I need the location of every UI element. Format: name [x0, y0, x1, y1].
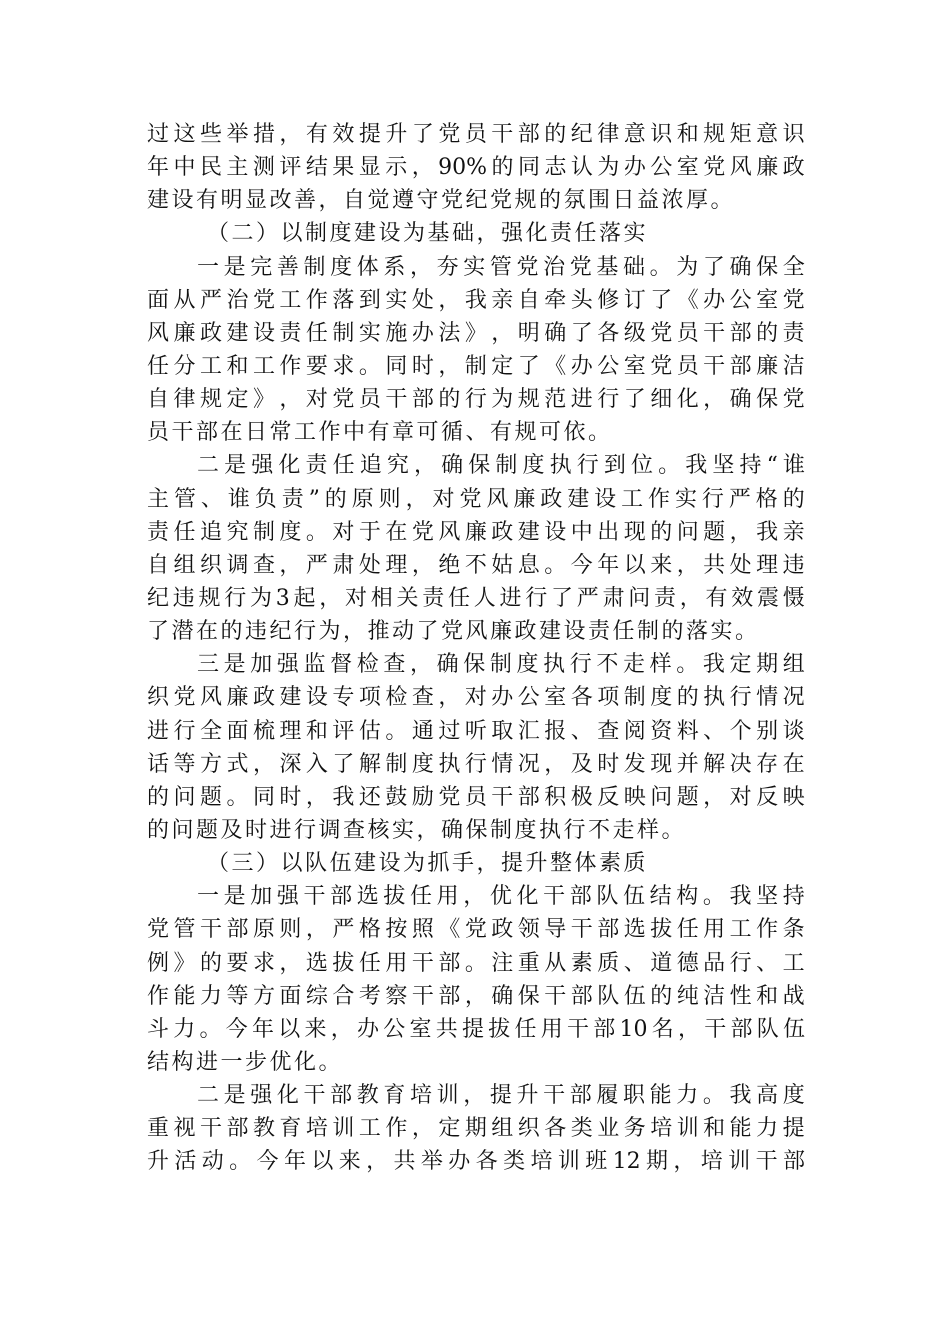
- paragraph-line: 建设有明显改善，自觉遵守党纪党规的氛围日益浓厚。: [147, 188, 736, 214]
- paragraph-line: 党 管 干 部 原 则 ， 严 格 按 照 《 党 政 领 导 干 部 选 拔 任 用 工 作 条: [147, 917, 805, 943]
- paragraph-line: 一 是 加 强 干 部 选 拔 任 用 ， 优 化 干 部 队 伍 结 构 。 我 坚 持: [197, 884, 805, 910]
- paragraph-line: 任 分 工 和 工 作 要 求 。 同 时 ， 制 定 了 《 办 公 室 党 员 干 部 廉 洁: [147, 353, 805, 379]
- paragraph-line: 的 问 题 。 同 时 ， 我 还 鼓 励 党 员 干 部 积 极 反 映 问 题 ， 对 反 映: [147, 784, 805, 810]
- paragraph-line: 重 视 干 部 教 育 培 训 工 作 ， 定 期 组 织 各 类 业 务 培 训 和 能 力 提: [147, 1116, 805, 1142]
- paragraph-line: 员干部在日常工作中有章可循、有规可依。: [147, 420, 613, 446]
- paragraph-line: 二 是 强 化 干 部 教 育 培 训 ， 提 升 干 部 履 职 能 力 。 我 高 度: [197, 1083, 805, 1109]
- paragraph-line: 结构进一步优化。: [147, 1049, 344, 1075]
- paragraph-line: 风 廉 政 建 设 责 任 制 实 施 办 法 》 ， 明 确 了 各 级 党 员 干 部 的 责: [147, 320, 805, 346]
- document-body: [147, 118, 805, 1179]
- paragraph-line: 二 是 强 化 责 任 追 究 ， 确 保 制 度 执 行 到 位 。 我 坚 持 “ 谁: [197, 453, 805, 479]
- paragraph-line: 的问题及时进行调查核实，确保制度执行不走样。: [147, 817, 687, 843]
- paragraph-line: 进 行 全 面 梳 理 和 评 估 。 通 过 听 取 汇 报 、 查 阅 资 料 、 个 别 谈: [147, 718, 805, 744]
- paragraph-line: 纪 违 规 行 为 3 起 ， 对 相 关 责 任 人 进 行 了 严 肃 问 责 ， 有 效 震 慑: [147, 585, 805, 611]
- paragraph-line: 话 等 方 式 ， 深 入 了 解 制 度 执 行 情 况 ， 及 时 发 现 并 解 决 存 在: [147, 751, 805, 777]
- paragraph-line: 面 从 严 治 党 工 作 落 到 实 处 ， 我 亲 自 牵 头 修 订 了 《 办 公 室 党: [147, 287, 805, 313]
- paragraph-line: 过 这 些 举 措 ， 有 效 提 升 了 党 员 干 部 的 纪 律 意 识 和 规 矩 意 识: [147, 122, 805, 147]
- paragraph-line: 责 任 追 究 制 度 。 对 于 在 党 风 廉 政 建 设 中 出 现 的 问 题 ， 我 亲: [147, 519, 805, 545]
- paragraph-line: 年 中 民 主 测 评 结 果 显 示 ， 90% 的 同 志 认 为 办 公 室 党 风 廉 政: [147, 155, 805, 181]
- paragraph-line: 作 能 力 等 方 面 综 合 考 察 干 部 ， 确 保 干 部 队 伍 的 纯 洁 性 和 战: [147, 983, 805, 1009]
- section-heading: （二）以制度建设为基础，强化责任落实: [207, 221, 649, 247]
- paragraph-line: 三 是 加 强 监 督 检 查 ， 确 保 制 度 执 行 不 走 样 。 我 定 期 组: [197, 652, 805, 678]
- paragraph-line: 了潜在的违纪行为，推动了党风廉政建设责任制的落实。: [147, 619, 760, 645]
- paragraph-line: 自 律 规 定 》 ， 对 党 员 干 部 的 行 为 规 范 进 行 了 细 化 ， 确 保 党: [147, 387, 805, 413]
- paragraph-line: 斗 力 。 今 年 以 来 ， 办 公 室 共 提 拔 任 用 干 部 10 名 ， 干 部 队 伍: [147, 1016, 805, 1042]
- paragraph-line: 织 党 风 廉 政 建 设 专 项 检 查 ， 对 办 公 室 各 项 制 度 的 执 行 情 况: [147, 685, 805, 711]
- paragraph-line: 自 组 织 调 查 ， 严 肃 处 理 ， 绝 不 姑 息 。 今 年 以 来 ， 共 处 理 违: [147, 552, 805, 578]
- paragraph-line: 一 是 完 善 制 度 体 系 ， 夯 实 管 党 治 党 基 础 。 为 了 确 保 全: [197, 254, 805, 280]
- paragraph-line: 例 》 的 要 求 ， 选 拔 任 用 干 部 。 注 重 从 素 质 、 道 德 品 行 、 工: [147, 950, 805, 976]
- paragraph-line: 主 管 、 谁 负 责 ” 的 原 则 ， 对 党 风 廉 政 建 设 工 作 实 行 严 格 的: [147, 486, 805, 512]
- section-heading: （三）以队伍建设为抓手，提升整体素质: [207, 851, 649, 877]
- paragraph-line: 升 活 动 。 今 年 以 来 ， 共 举 办 各 类 培 训 班 12 期 ， 培 训 干 部: [147, 1149, 805, 1175]
